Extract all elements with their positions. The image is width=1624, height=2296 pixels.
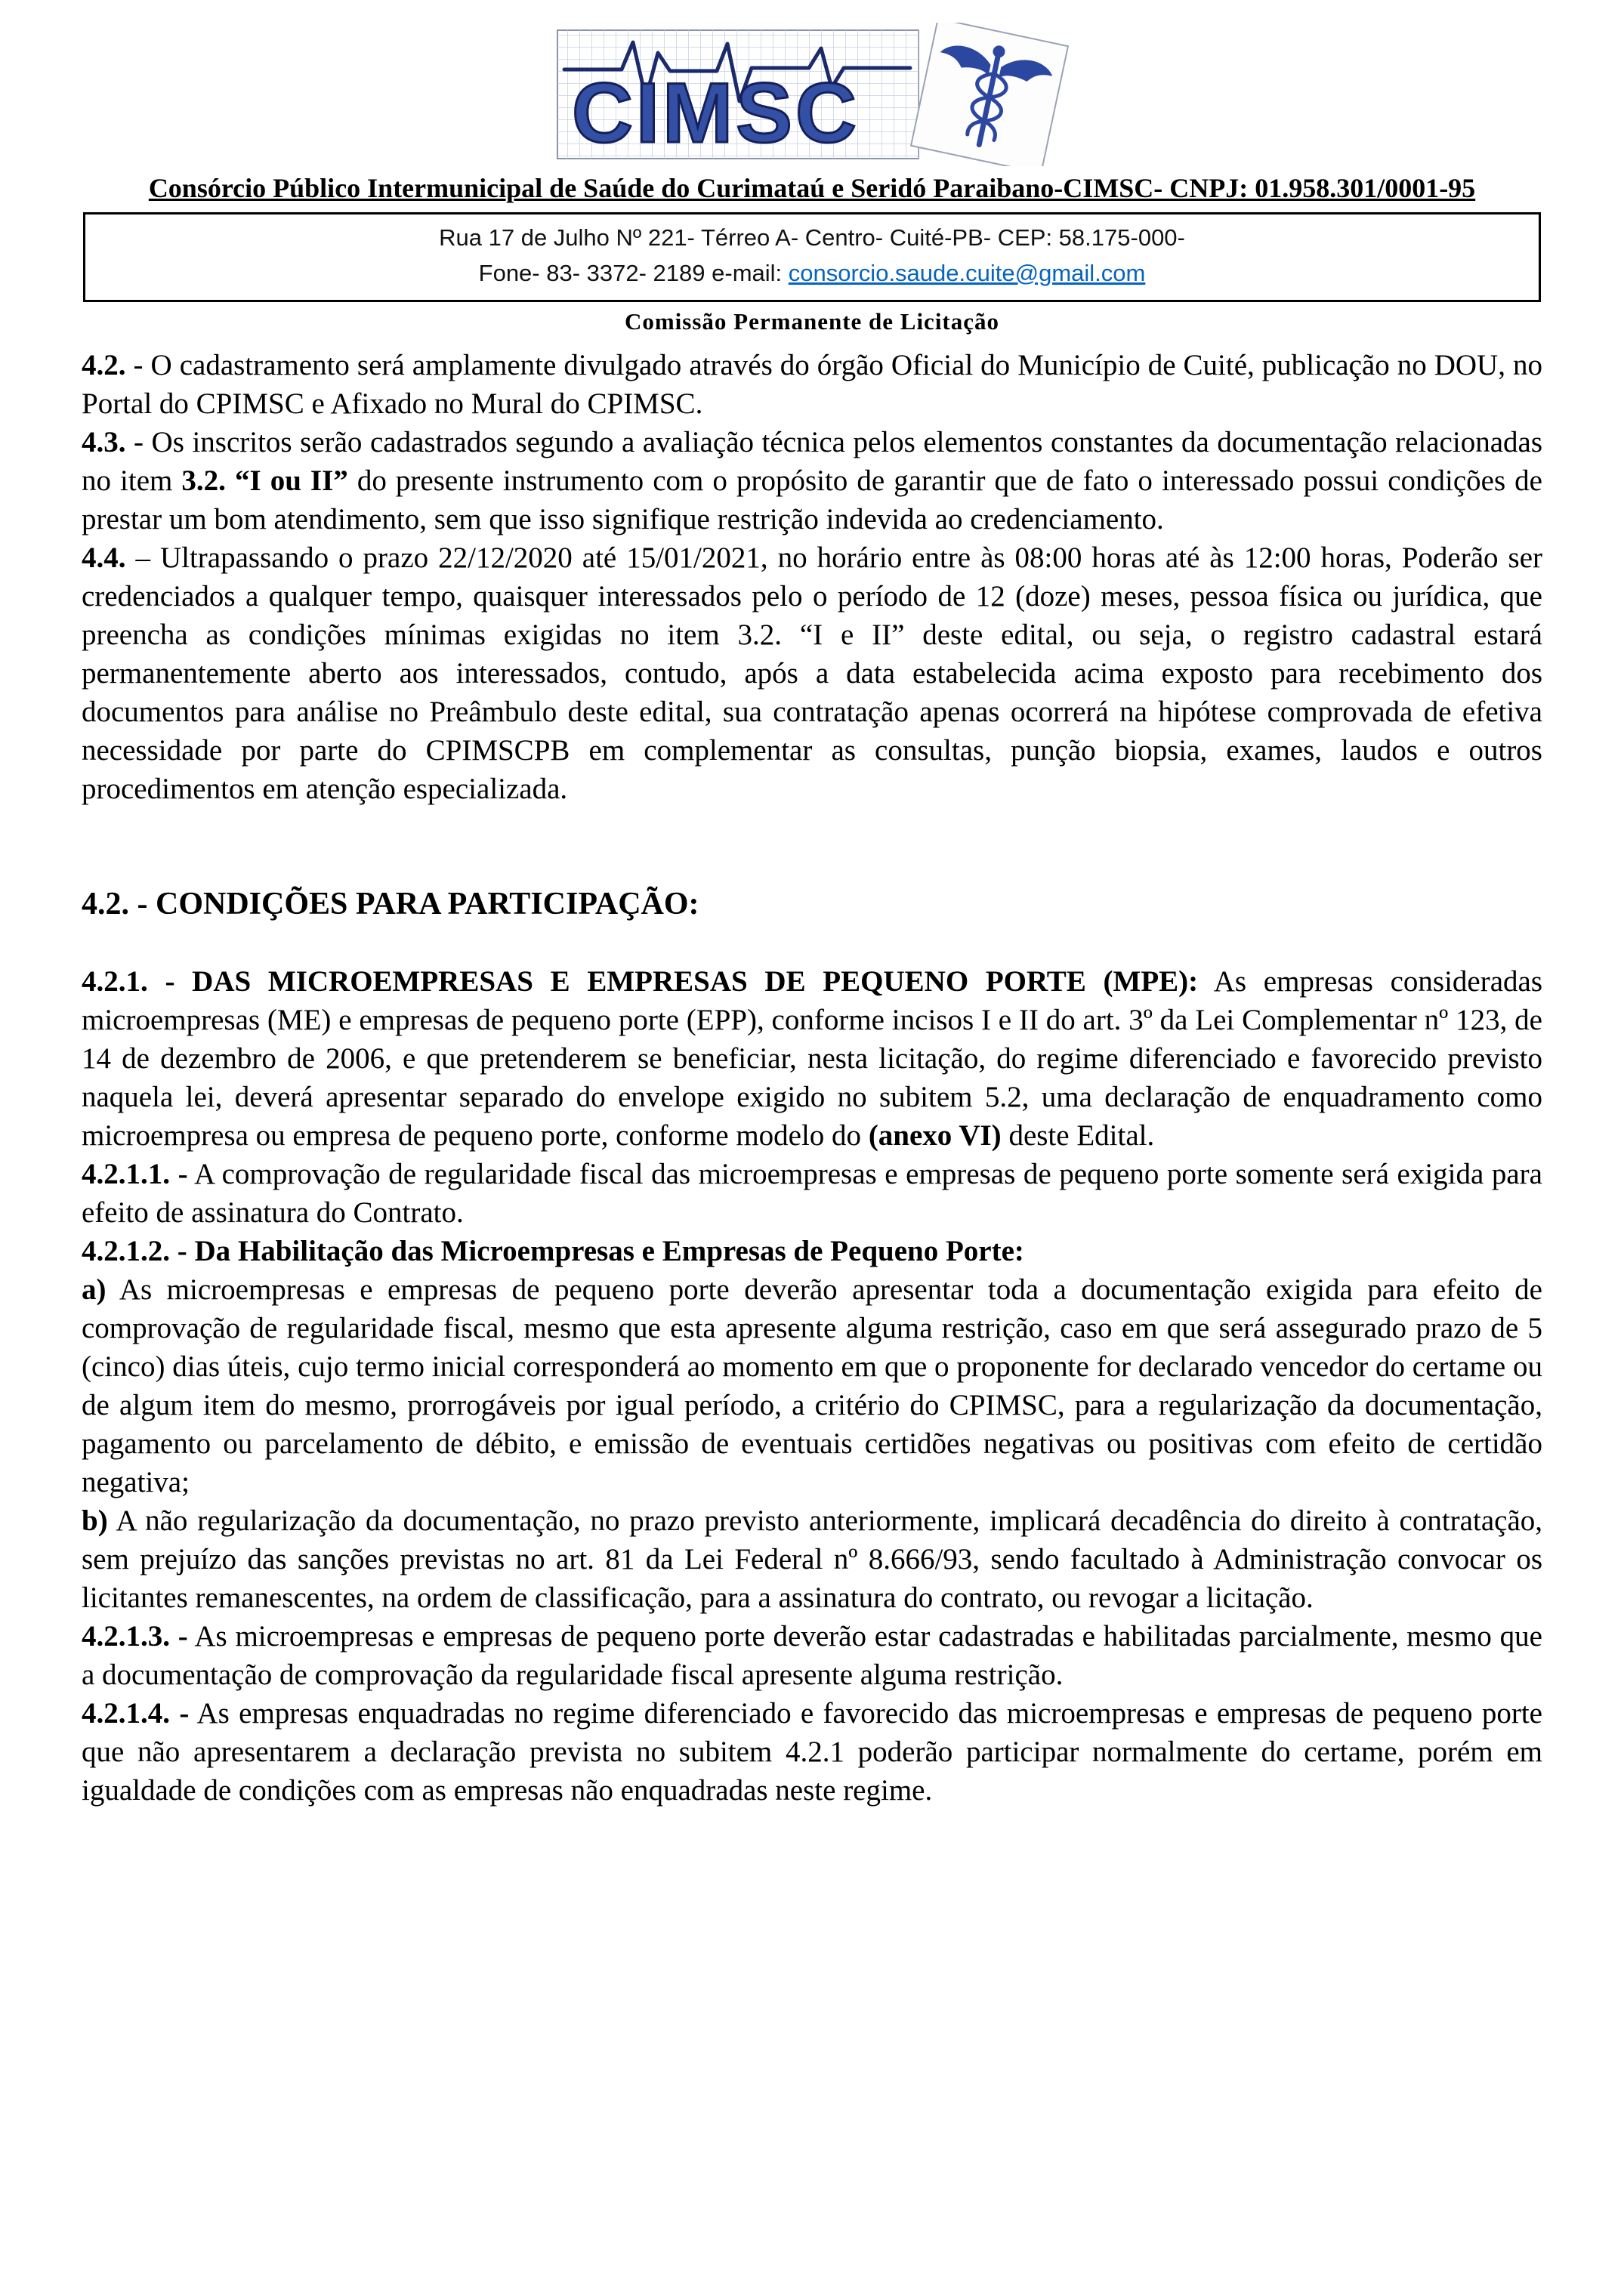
org-title: Consórcio Público Intermunicipal de Saúde do Curimataú e Seridó Paraibano-CIMSC- CNPJ: 01.958.301/0001-95 (148, 173, 1476, 203)
logo-text: CIMSC (572, 66, 860, 160)
bold-text-run: 4.2.1.1. - (82, 1158, 188, 1191)
bold-text-run: (anexo VI) (868, 1119, 1002, 1153)
text-run: - O cadastramento será amplamente divulgado através do órgão Oficial do Município de Cuité, publicação no DOU, no Portal do CPIMSC e Afixado no Mural do CPIMSC. (82, 349, 1542, 421)
text-run: A comprovação de regularidade fiscal das microempresas e empresas de pequeno porte somente será exigida para efeito de assinatura do Contrato. (82, 1158, 1542, 1230)
text-run: – Ultrapassando o prazo 22/12/2020 até 15/01/2021, no horário entre às 08:00 horas até às 12:00 horas, Poderão ser credenciados a qualquer tempo, quaisquer interessados pelo o período de 12 (doze) meses, pessoa física ou jurídica, que preencha as condições mínimas exigidas no item 3.2. “I e II” deste edital, ou seja, o registro cadastral estará permanentemente aberto aos interessados, contudo, após a data estabelecida acima exposto para recebimento dos documentos para análise no Preâmbulo deste edital, sua contratação apenas ocorrerá na hipótese comprovada de efetiva necessidade por parte do CPIMSCPB em complementar as consultas, punção biopsia, exames, laudos e outros procedimentos em atenção especializada. (82, 542, 1542, 806)
blank-line (82, 924, 1542, 962)
logo-row (82, 23, 1542, 166)
paragraph (82, 423, 1542, 539)
paragraph (82, 346, 1542, 423)
paragraph (82, 1155, 1542, 1232)
text-run: As microempresas e empresas de pequeno porte deverão estar cadastradas e habilitadas parcialmente, mesmo que a documentação de comprovação da regularidade fiscal apresente alguma restrição. (82, 1620, 1542, 1692)
paragraph (82, 539, 1542, 808)
document-body (82, 346, 1542, 1810)
document-header (82, 23, 1542, 335)
bold-text-run: 4.2.1.4. - (82, 1697, 190, 1730)
text-run: As empresas consideradas microempresas (ME) e empresas de pequeno porte (EPP), conforme incisos I e II do art. 3º da Lei Complementar nº 123, de 14 de dezembro de 2006, e que pretenderem se beneficiar, nesta licitação, do regime diferenciado e favorecido previsto naquela lei, deverá apresentar separado do envelope exigido no subitem 5.2, uma declaração de enquadramento como microempresa ou empresa de pequeno porte, conforme modelo do (82, 965, 1543, 1153)
paragraph (82, 1501, 1542, 1617)
bold-text-run: 4.2. (82, 349, 126, 382)
bold-text-run: b) (82, 1504, 108, 1538)
bold-text-run: 4.3. (82, 426, 126, 459)
cimsc-logo (555, 23, 1069, 166)
paragraph (82, 1694, 1542, 1810)
bold-text-run: 4.4. (82, 542, 126, 575)
text-run: - Os inscritos serão cadastrados segundo a avaliação técnica pelos elementos constantes da documentação relacionadas no item (82, 426, 1542, 498)
email-link[interactable]: consorcio.saude.cuite@gmail.com (788, 259, 1146, 286)
caduceus-card (911, 23, 1068, 166)
commission-title: Comissão Permanente de Licitação (624, 308, 1000, 335)
text-run: As empresas enquadradas no regime diferenciado e favorecido das microempresas e empresas de pequeno porte que não apresentarem a declaração prevista no subitem 4.2.1 poderão participar normalmente do certame, porém em igualdade de condições com as empresas não enquadradas neste regime. (82, 1697, 1542, 1807)
bold-text-run: 4.2.1.2. - Da Habilitação das Microempresas e Empresas de Pequeno Porte: (82, 1235, 1024, 1268)
paragraph (82, 1617, 1542, 1694)
bold-text-run: 4.2.1.3. - (82, 1620, 188, 1653)
text-run: A não regularização da documentação, no prazo previsto anteriormente, implicará decadência do direito à contratação, sem prejuízo das sanções previstas no art. 81 da Lei Federal nº 8.666/93, sendo facultado à Administração convocar os licitantes remanescentes, na ordem de classificação, para a assinatura do contrato, ou revogar a licitação. (82, 1504, 1542, 1615)
paragraph (82, 962, 1542, 1155)
bold-text-run: 4.2.1. - DAS MICROEMPRESAS E EMPRESAS DE PEQUENO PORTE (MPE): (82, 965, 1199, 998)
bold-text-run: a) (82, 1273, 107, 1307)
text-run: do presente instrumento com o propósito de garantir que de fato o interessado possui condições de prestar um bom atendimento, sem que isso signifique restrição indevida ao credenciamento. (82, 464, 1542, 536)
blank-line (82, 808, 1542, 847)
address-box (83, 212, 1541, 302)
text-run: As microempresas e empresas de pequeno porte deverão apresentar toda a documentação exigida para efeito de comprovação de regularidade fiscal, mesmo que esta apresente alguma restrição, caso em que será assegurado prazo de 5 (cinco) dias úteis, cujo termo inicial corresponderá ao momento em que o proponente for declarado vencedor do certame ou de algum item do mesmo, prorrogáveis por igual período, a critério do CPIMSC, para a regularização da documentação, pagamento ou parcelamento de débito, e emissão de eventuais certidões negativas ou positivas com efeito de certidão negativa; (82, 1273, 1542, 1499)
paragraph (82, 1232, 1542, 1270)
paragraph (82, 885, 1542, 924)
contact-line (85, 256, 1539, 292)
bold-text-run: 4.2. - CONDIÇÕES PARA PARTICIPAÇÃO: (82, 887, 699, 922)
address-line: Rua 17 de Julho Nº 221- Térreo A- Centro- Cuité-PB- CEP: 58.175-000- (439, 224, 1185, 252)
paragraph (82, 1270, 1542, 1501)
phone-text: Fone- 83- 3372- 2189 e-mail: (478, 259, 789, 286)
blank-line (82, 847, 1542, 885)
text-run: deste Edital. (1001, 1119, 1155, 1153)
bold-text-run: 3.2. “I ou II” (181, 464, 348, 498)
